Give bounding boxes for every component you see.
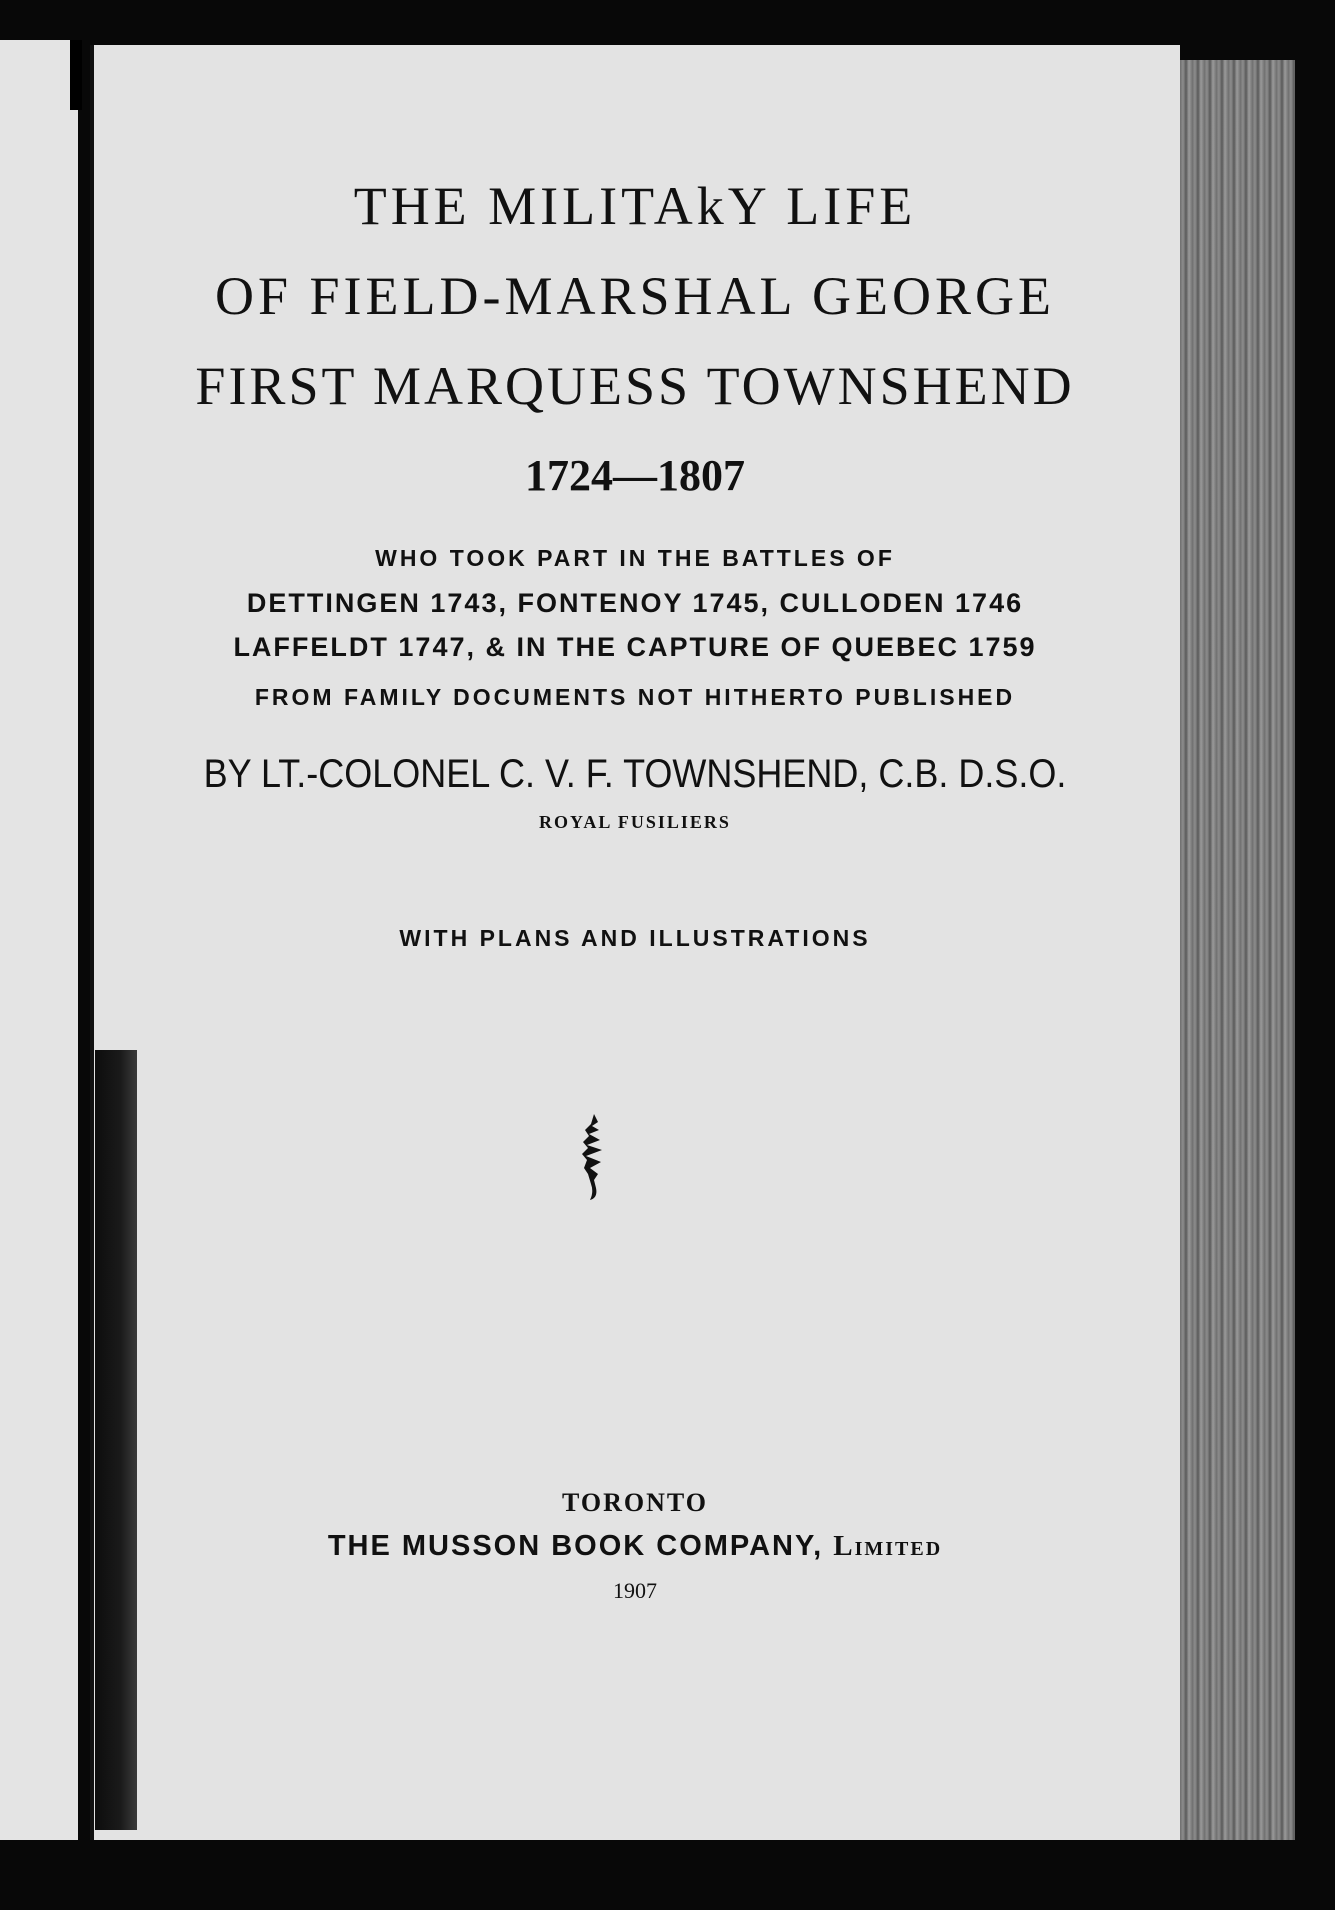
author-line: BY LT.-COLONEL C. V. F. TOWNSHEND, C.B. D.S.O. [203,752,1067,796]
page-gutter-shadow [95,1050,137,1830]
facing-page-edge [0,40,78,1840]
scan-mark [70,40,82,110]
subtitle-line-3: LAFFELDT 1747, & IN THE CAPTURE OF QUEBEC 1759 [233,632,1037,662]
imprint-city: TORONTO [562,1488,708,1517]
life-years: 1724—1807 [525,451,745,500]
subtitle-line-4: FROM FAMILY DOCUMENTS NOT HITHERTO PUBLISHED [254,684,1016,710]
regiment-line: ROYAL FUSILIERS [539,812,731,832]
fleuron-icon [572,1112,616,1202]
publisher-suffix: Limited [833,1530,943,1562]
publisher-name: THE MUSSON BOOK COMPANY, [327,1530,824,1562]
title-line-2: OF FIELD-MARSHAL GEORGE [214,266,1055,326]
title-line-1: THE MILITAkY LIFE [353,176,917,236]
subtitle-line-2: DETTINGEN 1743, FONTENOY 1745, CULLODEN 1746 [246,588,1024,618]
illustrations-note: WITH PLANS AND ILLUSTRATIONS [399,925,871,951]
imprint-publisher [90,1530,1180,1563]
title-line-3: FIRST MARQUESS TOWNSHEND [195,356,1075,416]
subtitle-line-1: WHO TOOK PART IN THE BATTLES OF [375,545,895,571]
book-page-edges [1180,60,1295,1840]
imprint-year: 1907 [613,1578,657,1603]
